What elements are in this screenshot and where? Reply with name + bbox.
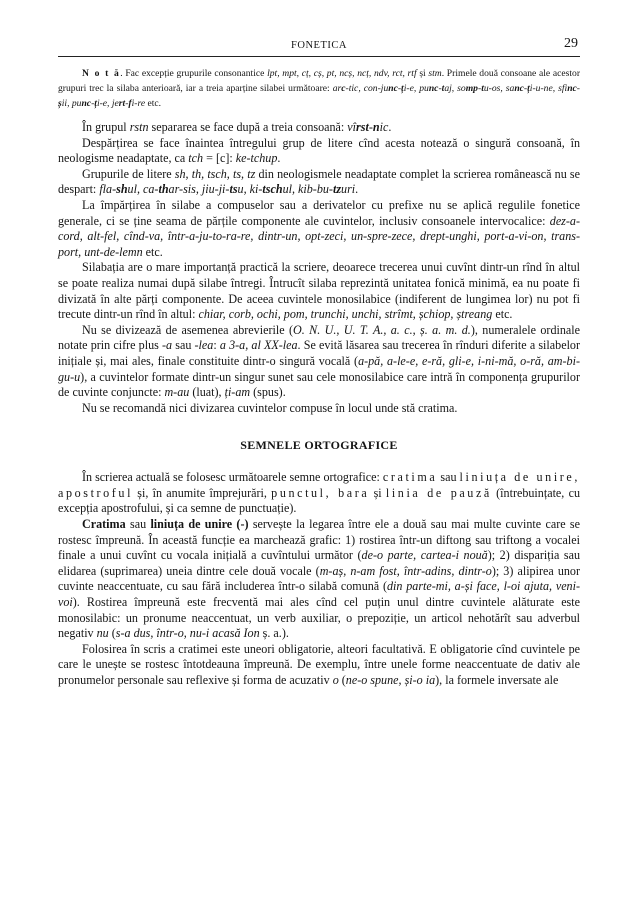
text-run: ( <box>338 673 346 687</box>
text-run: punctul, bara <box>271 485 370 500</box>
text-run: - <box>91 98 95 109</box>
paragraph-semne <box>58 470 580 517</box>
text-run: separarea se face după a treia consoană: <box>148 120 348 134</box>
text-run: etc. <box>142 244 163 259</box>
running-header <box>58 36 580 57</box>
footnote-paragraph <box>58 66 580 111</box>
text-run: m-au <box>164 385 190 400</box>
text-run: ț <box>527 83 530 94</box>
text-run: . <box>355 182 359 197</box>
text-run: - <box>523 83 528 94</box>
text-run: (întrebuințate, cu excepția apostrofului, și ca semne de punctuație). <box>58 485 580 516</box>
text-run: din parte-mi, a-și face, l-oi ajuta, veni-voi <box>58 579 580 610</box>
text-run: Silabația are o mare importanță practică la scriere, deoarece trecerea unui cuvînt dintr-un rînd în altul se poate realiza numai după silabe întregi. Întrucît silaba reprezintă unitatea fonică minimă, ea nu poate fi divizată în alte părți componente. De aceea cuvintele monosilabice (indiferent de lungimea lor) nu pot fi trecute dintr-un rînd în altul: <box>58 260 580 322</box>
text-run: dez-a-cord, alt-fel, cînd-va, într-a-ju-to-ra-re, dintr-un, opt-zeci, un-spre-zece, drept-unghi, port-a-vi-on, trans-port, unt-de-lemn <box>58 213 580 259</box>
text-run: u-os, sa <box>483 83 515 94</box>
text-run: ), numeralele ordinale notate prin cifre plus <box>58 322 580 353</box>
text-run: ul, ca- <box>127 182 159 197</box>
text-run: a-pă, a-le-e, e-ră, gli-e, i-ni-mă, o-ră, am-bi-gu-u <box>58 353 580 384</box>
text-run: ic <box>379 120 389 134</box>
text-run: . Se evită lăsarea sau trecerea în rînduri diferite a silabelor inițiale și, mai ales, finale constituite dintr-o singură vocală ( <box>58 338 580 368</box>
text-run: liniuța de unire, apostroful <box>58 470 580 500</box>
text-run: liniuța de unire (-) <box>150 517 249 532</box>
text-run: Despărțirea se face înaintea întregului grup de litere cînd acesta notează o singură consoană, în neologisme neadaptate, ca <box>58 135 580 166</box>
text-run: nc <box>428 83 439 94</box>
page-number: 29 <box>564 36 578 51</box>
text-run: și, în anumite împrejurări, <box>133 485 272 500</box>
text-run: s-a dus, într-o, nu-i acasă Ion <box>115 626 260 641</box>
text-run: nu <box>96 626 109 641</box>
text-run: . Fac excepție grupurile consonantice <box>120 68 268 79</box>
text-run: mp <box>465 83 478 94</box>
text-run: sau <box>125 517 151 532</box>
text-run: i-u-ne, sfi <box>529 83 568 94</box>
text-run: - <box>477 83 482 94</box>
paragraph-silabatia <box>58 260 580 322</box>
text-run: ( <box>108 626 116 641</box>
text-run: (spus). <box>250 385 286 400</box>
paragraph-rstn <box>58 120 580 136</box>
text-run: -a <box>162 338 173 353</box>
text-run: ts <box>229 182 238 197</box>
text-run: ți-am <box>224 385 251 400</box>
text-run: - <box>397 83 402 94</box>
text-run: Cratima <box>82 517 126 532</box>
text-run: nc <box>567 83 577 94</box>
text-run: m-aș, n-am fost, într-adins, dintr-o <box>319 563 492 578</box>
text-run: i-e, pu <box>403 83 429 94</box>
text-run: etc. <box>145 98 162 109</box>
paragraph-abrevieri <box>58 323 580 401</box>
text-run: (luat), <box>189 385 225 400</box>
text-run: vî <box>347 120 357 134</box>
text-run: aj, so <box>444 83 466 94</box>
text-run: servește la legarea între ele a două sau mai multe cuvinte care se rostesc împreună. În această funcție ea marchează grafic: 1) rostirea într-un diftong sau triftong a vocalei finale a unui cuvînt cu vocala inițială a cuvîntului următor ( <box>58 517 580 563</box>
text-run: etc. <box>492 307 513 322</box>
text-run: cratima <box>382 470 438 485</box>
text-run: a 3-a, al XX-lea <box>219 338 298 353</box>
text-run: ar <box>332 83 342 94</box>
text-run: nc <box>81 98 92 109</box>
paragraph-compuse <box>58 198 580 260</box>
text-run: chiar, corb, ochi, pom, trunchi, unchi, strîmt, șchiop, ștreang <box>198 307 493 322</box>
text-run: ț <box>94 98 97 109</box>
text-run: lpt, mpt, cț, cș, pt, ncș, ncț, ndv, rct, rtf <box>267 68 417 79</box>
text-run: u, ki- <box>237 182 263 197</box>
section-title: SEMNELE ORTOGRAFICE <box>240 438 398 453</box>
text-run: Grupurile de litere <box>82 166 175 181</box>
text-run: uri <box>341 182 356 197</box>
text-run: ne-o spune, și-o ia <box>345 673 436 687</box>
paragraph-despartire <box>58 136 580 167</box>
text-run: c <box>341 83 346 94</box>
text-run: . <box>277 151 281 166</box>
paragraph-grupuri-litere <box>58 167 580 198</box>
text-run: tsch <box>262 182 283 197</box>
paragraph-cratima <box>58 517 580 642</box>
text-run: rt <box>118 98 126 109</box>
text-run: f <box>128 98 132 109</box>
text-run: i-e, je <box>96 98 119 109</box>
text-run: - <box>125 98 129 109</box>
text-run: ii, pu <box>61 98 82 109</box>
text-run: t <box>481 83 484 94</box>
running-title: FONETICA <box>291 40 347 51</box>
text-run: Folosirea în scris a cratimei este uneori obligatorie, alteori facultativă. E obligatorie cînd cuvintele pe care le unește se rostesc întotdeauna împreună. De exemplu, între unele forme neaccentuate de dativ ale pronumelor personale sau reflexive și forma de acuzativ <box>58 641 580 687</box>
text-run: o <box>332 673 339 687</box>
text-run: din neologismele neadaptate complet la scrierea românească nu se despart: <box>58 166 580 197</box>
paragraph-folosirea <box>58 642 580 689</box>
text-run: fla- <box>99 182 117 197</box>
text-run: tz <box>332 182 342 197</box>
text-run: stm <box>428 68 442 79</box>
text-run: t <box>441 83 445 94</box>
text-run: rst <box>356 120 369 134</box>
text-run: th <box>158 182 169 197</box>
text-run: . Primele două consoane ale acestor grupuri trec la silaba anterioară, iar a treia aparține silabei următoare: <box>58 68 581 94</box>
text-run: sau <box>172 338 195 353</box>
text-run: - <box>438 83 442 94</box>
text-run: ); 2) dispariția sau elidarea (suprimarea) uneia dintre cele două vocale ( <box>58 548 581 578</box>
text-run: Nu se recomandă nici divizarea cuvintelor compuse în locul unde stă cratima. <box>82 400 458 415</box>
text-run: = [c]: <box>203 151 236 166</box>
text-run: O. N. U., U. T. A., a. c., ș. a. m. d. <box>292 322 471 337</box>
text-run: În scrierea actuală se folosesc următoarele semne ortografice: <box>82 470 383 485</box>
text-run: ), la formele inversate ale <box>435 673 559 687</box>
text-run: Nu se divizează de asemenea abrevierile ( <box>82 322 293 337</box>
text-run: ), a cuvintelor formate dintr-un singur sunet sau cele monosilabice care intră în componența grupurilor de cuvinte conjuncte: <box>58 369 580 400</box>
text-run: . <box>388 120 392 134</box>
text-run: ke-tchup <box>235 151 278 166</box>
text-run: sau <box>437 470 460 485</box>
text-run: : <box>213 338 220 353</box>
text-run: de-o parte, cartea-i nouă <box>361 548 488 563</box>
text-run: nc <box>514 83 524 94</box>
text-run: i-re <box>131 98 146 109</box>
text-run: ); 3) alipirea unor cuvinte neaccentuate, cu sau fără includerea într-o silabă comună ( <box>58 563 580 594</box>
text-run: ar-sis, jiu-ji- <box>168 182 230 197</box>
text-run: ș <box>58 98 62 109</box>
text-run: sh, th, tsch, ts, tz <box>174 166 256 181</box>
text-run: și <box>369 485 386 500</box>
text-run: tch <box>188 151 204 166</box>
text-run: - <box>576 83 580 94</box>
text-run: sh <box>116 182 128 197</box>
text-run: În grupul <box>82 120 130 134</box>
paragraph-cuvinte-compuse <box>58 401 580 417</box>
text-run: linia de pauză <box>385 485 492 500</box>
text-run: N o t ă <box>82 68 121 79</box>
text-run: ul, kib-bu- <box>282 182 333 197</box>
text-run: ț <box>401 83 404 94</box>
main-text <box>58 66 580 689</box>
text-run: rstn <box>129 120 149 134</box>
text-run: - <box>368 120 373 134</box>
text-run: nc <box>388 83 398 94</box>
text-run: ). Rostirea împreună este frecventă mai ales cînd cel puțin unul dintre cuvintele alăturate este monosilabic: un pronume neaccentuat, un verb auxiliar, o prepoziție, un articol nehotărît sau adverbul negativ <box>58 595 580 641</box>
text-run: -lea <box>194 338 214 353</box>
text-run: -tic, con-ju <box>345 83 389 94</box>
text-run: La împărțirea în silabe a compuselor sau a derivatelor cu prefixe nu se aplică regulile fonetice generale, ci se ține seama de părțile componente ale cuvintelor, inclusiv consoanele intervocalice: <box>58 197 580 228</box>
text-run: n <box>372 120 380 134</box>
text-run: și <box>416 68 429 79</box>
text-run: ș. a.). <box>259 626 289 641</box>
